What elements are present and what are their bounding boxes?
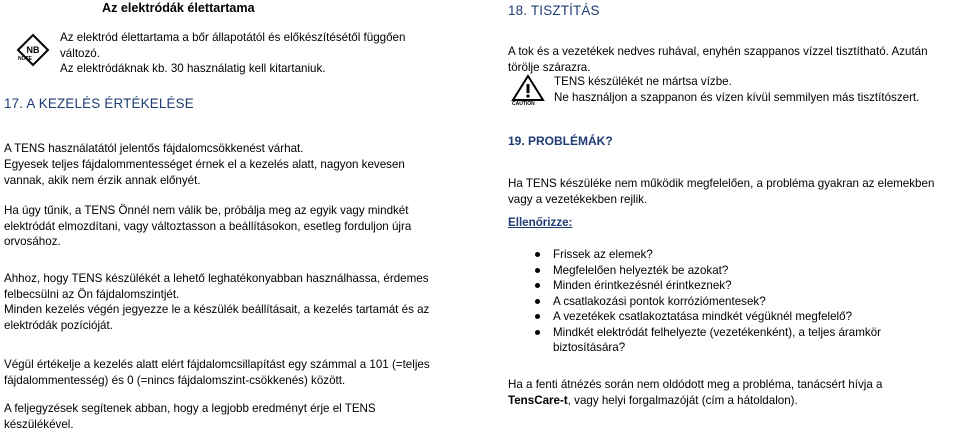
note-icon-sublabel: NOTE xyxy=(18,56,32,62)
caution-line-1: TENS készülékét ne mártsa vízbe. xyxy=(554,75,732,88)
caution-line-2: Ne használjon a szappanon és vízen kívül semmilyen más tisztítószert. xyxy=(554,90,920,104)
checklist xyxy=(508,247,898,356)
paragraph-2: Egyesek teljes fájdalommentességet érnek el a kezelés alatt, nagyon kevesen vannak, akik nem érzik annak előnyét. xyxy=(4,158,405,187)
check-label: Ellenőrizze: xyxy=(508,216,573,229)
brand-name: TensCare-t xyxy=(508,393,568,407)
svg-text:NB: NB xyxy=(26,45,40,55)
checklist-item: Frissek az elemek? xyxy=(508,247,898,263)
checklist-item: Megfelelően helyezték be azokat? xyxy=(508,263,898,279)
section-19-title: 19. PROBLÉMÁK? xyxy=(508,134,613,148)
caution-icon-label: CAUTION xyxy=(512,101,535,107)
cleaning-paragraph: A tok és a vezetékek nedves ruhával, enyhén szappanos vízzel tisztítható. Azután törölje szárazra. xyxy=(508,45,928,74)
final-text-part-1: Ha a fenti átnézés során nem oldódott meg a probléma, tanácsért hívja a xyxy=(508,378,883,391)
paragraph-3: Ha úgy tűnik, a TENS Önnél nem válik be, próbálja meg az egyik vagy mindkét elektródát elmozdítani, vagy változtasson a beállításokon, esetleg forduljon újra orvosához. xyxy=(4,204,412,248)
section-18-title: 18. TISZTÍTÁS xyxy=(508,3,600,18)
section-17-title: 17. A KEZELÉS ÉRTÉKELÉSE xyxy=(4,96,194,111)
electrodes-note-line3: Az elektródáknak kb. 30 használatig kell kitartaniuk. xyxy=(60,62,326,75)
checklist-item: Minden érintkezésnél érintkeznek? xyxy=(508,278,898,294)
electrodes-note-line1: Az elektród élettartama a bőr állapotától és előkészítésétől függően xyxy=(60,31,406,44)
paragraph-7: A feljegyzések segítenek abban, hogy a legjobb eredményt érje el TENS készülékével. xyxy=(4,402,376,431)
checklist-item: A csatlakozási pontok korróziómentesek? xyxy=(508,294,898,310)
checklist-item: A vezetékek csatlakoztatása mindkét végüknél megfelelő? xyxy=(508,309,898,325)
paragraph-6: Végül értékelje a kezelés alatt elért fájdalomcsillapítást egy számmal a 101 (=teljes fájdalommentesség) és 0 (=nincs fájdalomszint-csökkenés) között. xyxy=(4,358,430,387)
final-paragraph xyxy=(508,377,928,408)
paragraph-4: Ahhoz, hogy TENS készülékét a lehető leghatékonyabban használhassa, érdemes felbecsülni az Ön fájdalomszintjét. xyxy=(4,272,429,301)
caution-notes xyxy=(554,74,960,105)
electrodes-title: Az elektródák élettartama xyxy=(102,1,255,15)
electrodes-note xyxy=(60,30,470,77)
paragraph-5: Minden kezelés végén jegyezze le a készülék beállításait, a kezelés tartamát és az elektródák pozícióját. xyxy=(4,303,430,332)
checklist-item: Mindkét elektródát felhelyezte (vezetékenként), a teljes áramkör biztosítására? xyxy=(508,325,898,356)
problems-paragraph: Ha TENS készüléke nem működik megfelelően, a probléma gyakran az elemekben vagy a vezetékekben rejlik. xyxy=(508,177,935,206)
paragraph-1: A TENS használatától jelentős fájdalomcsökkenést várhat. xyxy=(4,142,304,155)
electrodes-note-line2: változó. xyxy=(60,46,100,60)
final-text-part-2: , vagy helyi forgalmazóját (cím a hátoldalon). xyxy=(567,393,798,407)
